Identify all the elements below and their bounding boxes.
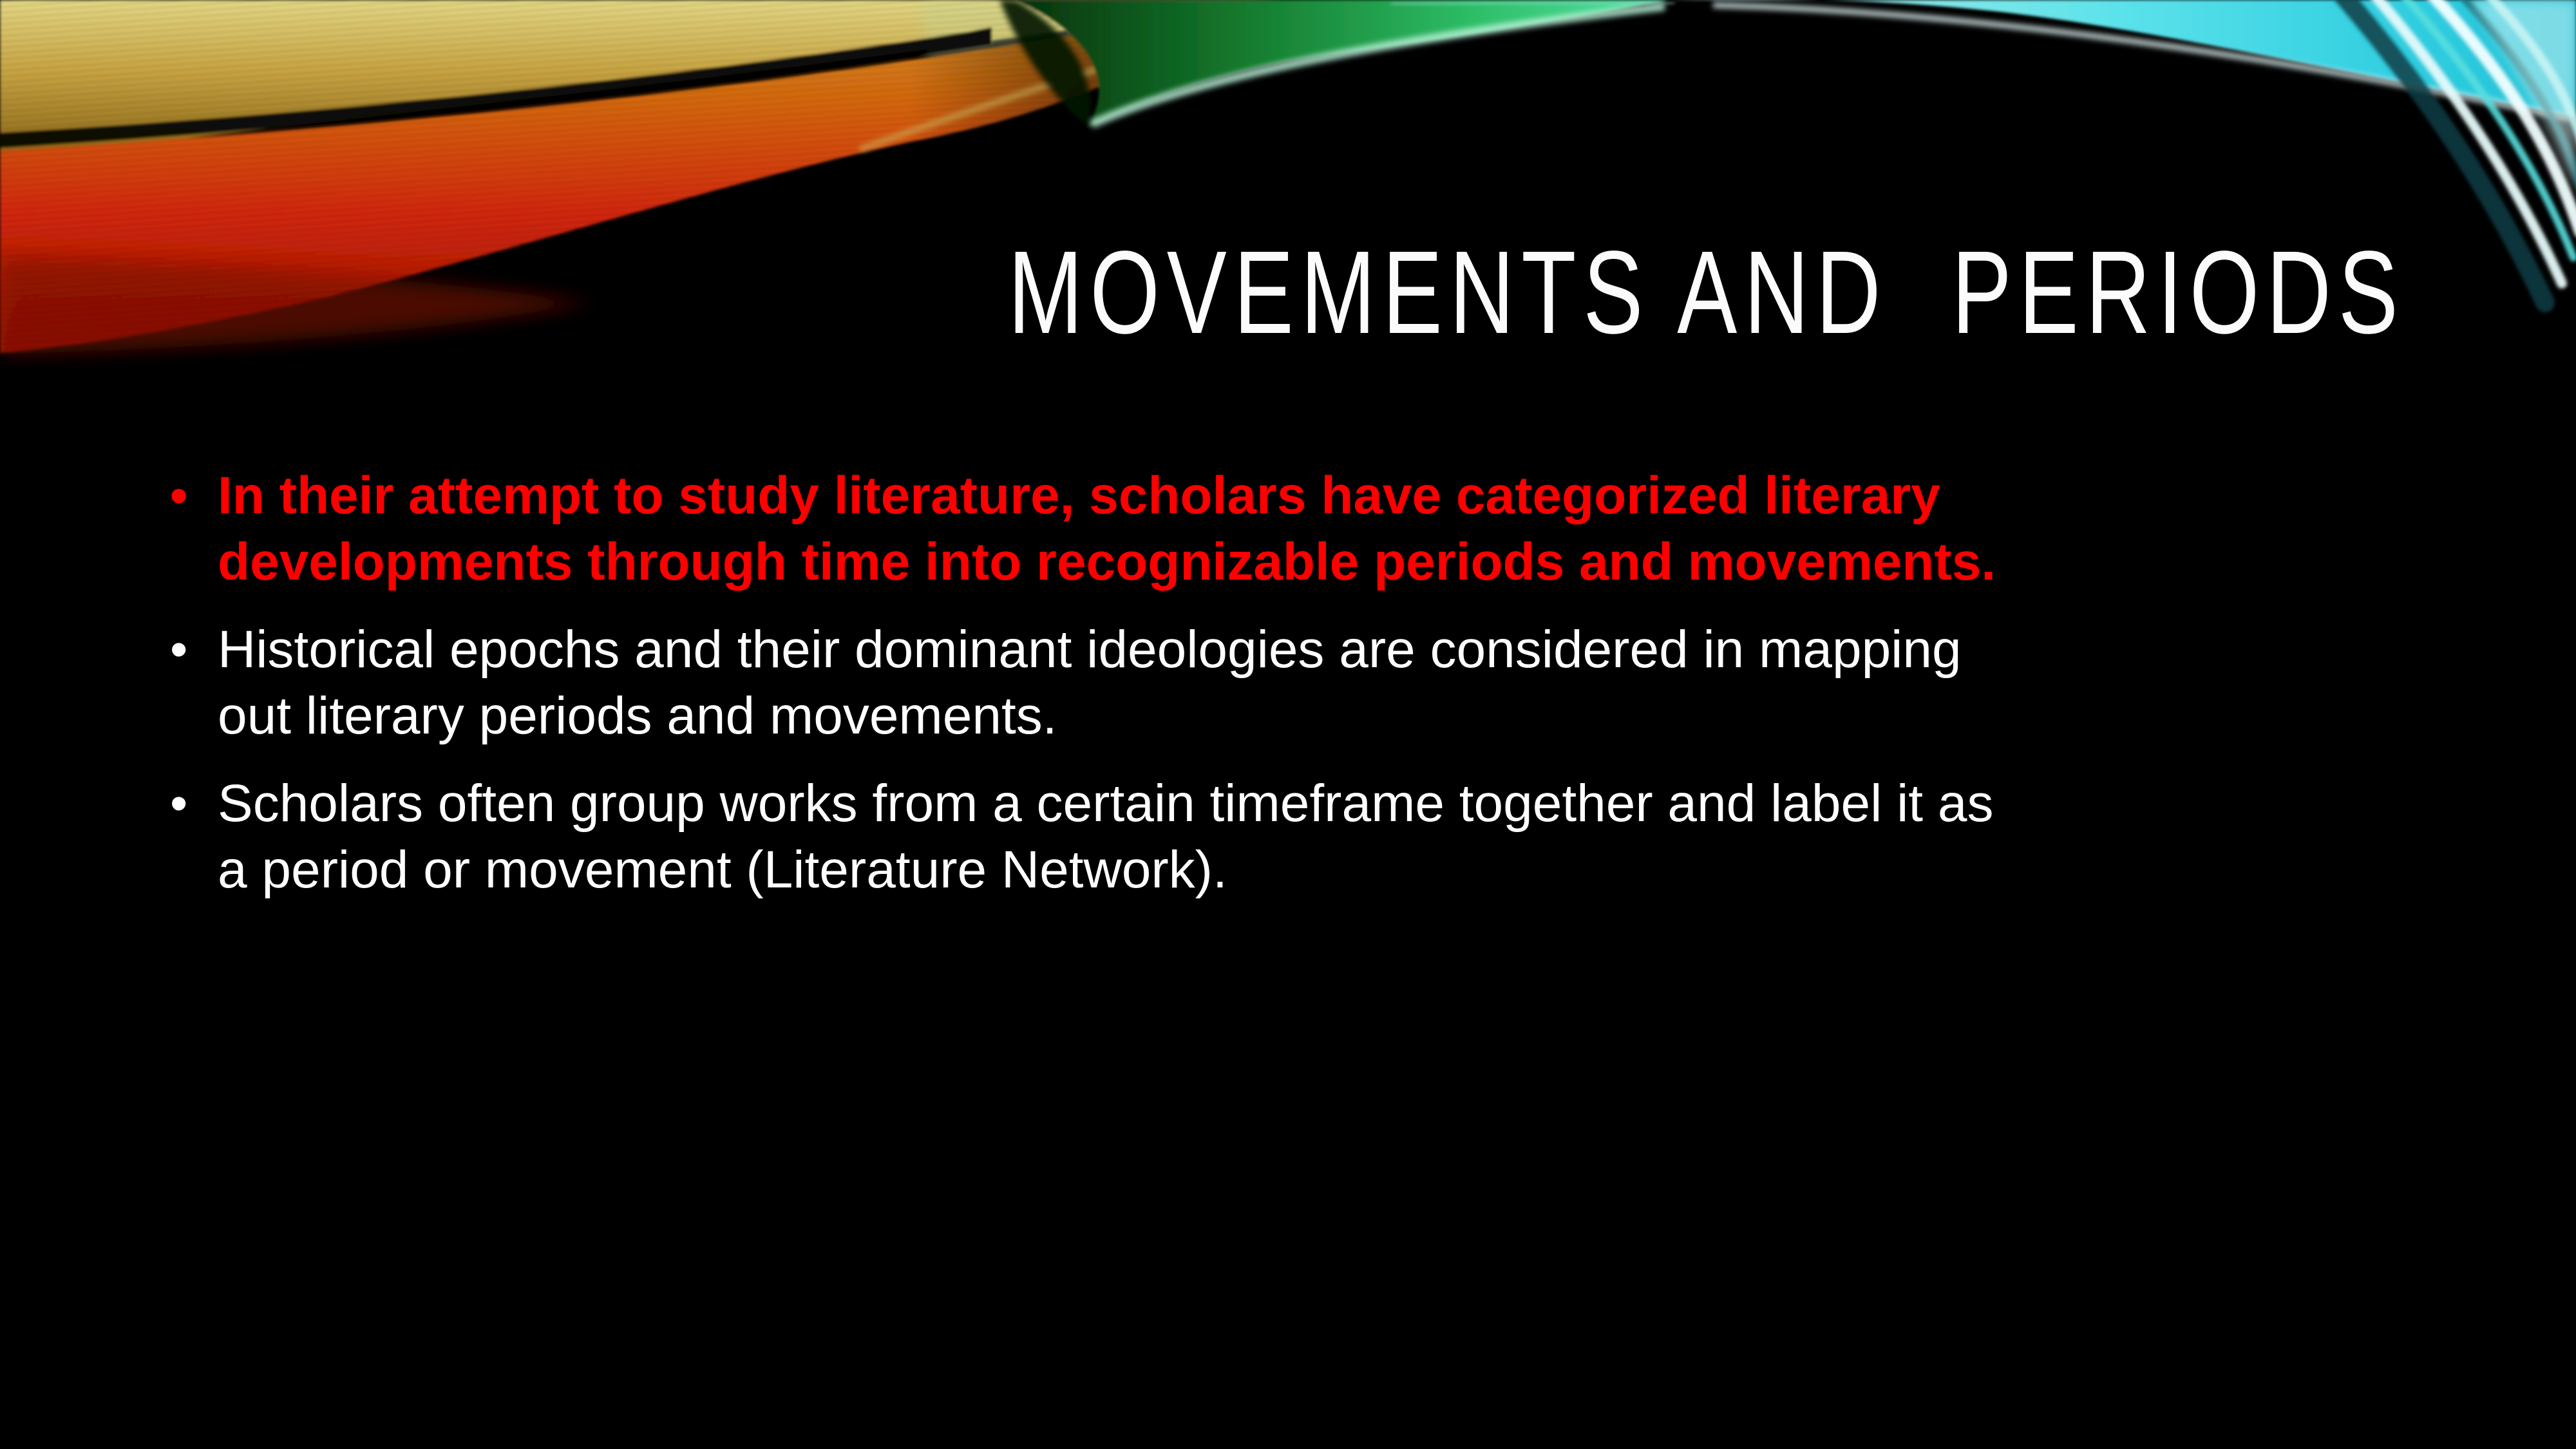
page-title: MOVEMENTS AND PERIODS bbox=[1008, 226, 2405, 358]
wave-thin-cyan-strip bbox=[1391, 3, 1674, 5]
list-item bbox=[167, 770, 2486, 903]
bullet-text-line: a period or movement (Literature Network). bbox=[218, 840, 1227, 899]
bullet-icon: • bbox=[170, 775, 188, 831]
wave-cyan-band bbox=[1668, 0, 2576, 117]
bullet-text-line: out literary periods and movements. bbox=[218, 687, 1057, 745]
list-item bbox=[167, 616, 2486, 749]
title-box bbox=[805, 226, 2576, 358]
bullet-text-line: developments through time into recognizable periods and movements. bbox=[218, 533, 1996, 591]
bullet-list bbox=[167, 462, 2486, 924]
bullet-text-line: Scholars often group works from a certain timeframe together and label it as bbox=[218, 774, 1994, 833]
bullet-text-line: Historical epochs and their dominant ideologies are considered in mapping bbox=[218, 620, 1962, 679]
bullet-icon: • bbox=[170, 467, 188, 524]
list-item bbox=[167, 462, 2486, 595]
bullet-icon: • bbox=[170, 621, 188, 677]
bullet-text-line: In their attempt to study literature, scholars have categorized literary bbox=[218, 466, 1940, 525]
